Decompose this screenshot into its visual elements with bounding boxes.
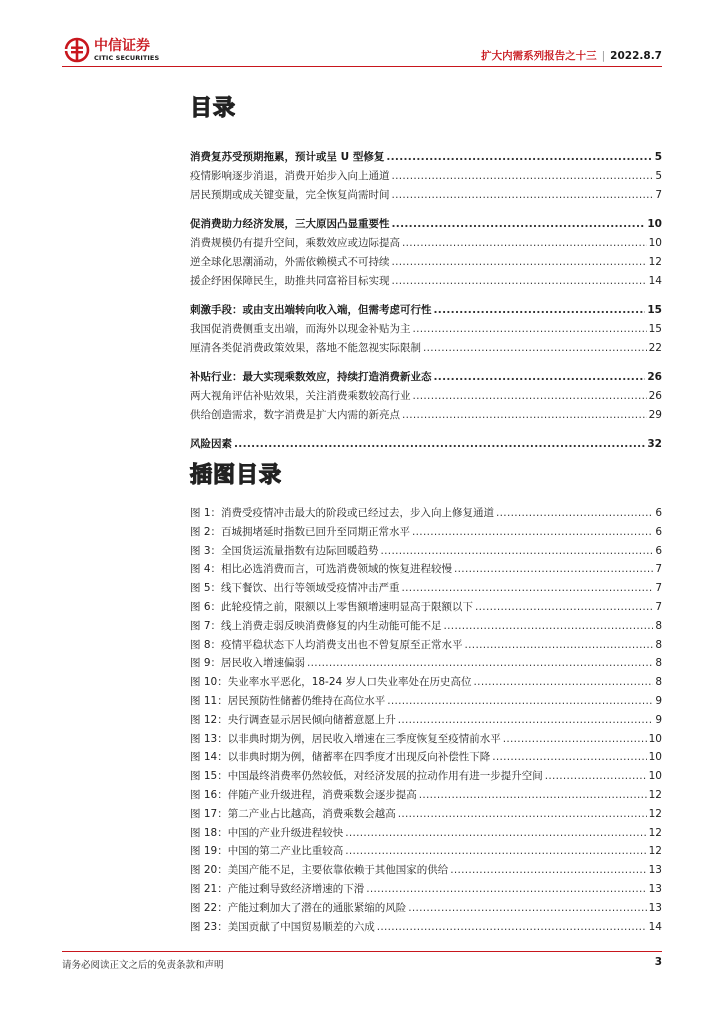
- dot-leader: [387, 695, 653, 707]
- dot-leader: [307, 657, 653, 669]
- figure-item[interactable]: [190, 543, 662, 562]
- figure-item-page: 7: [655, 582, 662, 595]
- dot-leader: [423, 342, 647, 354]
- toc-section-page: 32: [647, 438, 662, 450]
- dot-leader: [413, 390, 647, 402]
- figure-item[interactable]: [190, 580, 662, 599]
- dot-leader: [496, 507, 653, 519]
- dot-leader: [402, 582, 654, 594]
- dot-leader: [345, 845, 646, 857]
- figure-item[interactable]: [190, 881, 662, 900]
- dot-leader: [492, 751, 646, 763]
- toc-item[interactable]: [190, 407, 662, 426]
- figure-item-page: 6: [655, 507, 662, 519]
- figure-item[interactable]: [190, 787, 662, 806]
- page-number: 3: [654, 956, 662, 968]
- figure-item-label: 图 17：第二产业占比越高，消费乘数会越高: [190, 807, 396, 820]
- figure-item-label: 图 13：以非典时期为例，居民收入增速在三季度恢复至疫情前水平: [190, 732, 501, 745]
- figure-item[interactable]: [190, 768, 662, 787]
- figure-item[interactable]: [190, 843, 662, 862]
- dot-leader: [402, 409, 647, 421]
- figure-item-label: 图 5：线下餐饮、出行等领域受疫情冲击严重: [190, 582, 400, 595]
- figure-item-page: 12: [648, 845, 662, 858]
- dot-leader: [377, 921, 647, 933]
- dot-leader: [465, 639, 654, 651]
- toc-item-page: 26: [648, 390, 662, 402]
- figure-item-page: 9: [655, 713, 662, 726]
- figure-item[interactable]: [190, 524, 662, 543]
- figure-item[interactable]: [190, 712, 662, 731]
- dot-leader: [413, 323, 647, 335]
- disclaimer-text: 请务必阅读正文之后的免责条款和声明: [62, 960, 224, 971]
- toc-section-page: 26: [647, 371, 662, 383]
- toc-item-label: 消费规模仍有提升空间，乘数效应或边际提高: [190, 237, 400, 249]
- figure-item-page: 10: [648, 751, 662, 764]
- figure-item-page: 13: [648, 901, 662, 914]
- dot-leader: [444, 620, 654, 632]
- dot-leader: [434, 371, 646, 383]
- figure-item[interactable]: [190, 637, 662, 656]
- footer-divider: [62, 951, 662, 952]
- logo-english-name: CITIC SECURITIES: [94, 53, 160, 62]
- figure-item-page: 7: [655, 563, 662, 576]
- toc-section-label: 补贴行业：最大实现乘数效应，持续打造消费新业态: [190, 371, 432, 383]
- toc-item-label: 疫情影响逐步消退，消费开始步入向上通道: [190, 170, 390, 182]
- figure-item-label: 图 21：产能过剩导致经济增速的下滑: [190, 882, 365, 895]
- page-header: [0, 0, 724, 80]
- citic-logo-icon: [64, 37, 90, 63]
- figure-item-page: 8: [655, 676, 662, 689]
- dot-leader: [386, 151, 652, 163]
- figure-item-label: 图 22：产能过剩加大了潜在的通胀紧缩的风险: [190, 901, 407, 914]
- toc-item-page: 14: [648, 275, 662, 287]
- dot-leader: [402, 237, 647, 249]
- figure-item[interactable]: [190, 674, 662, 693]
- figure-item-page: 14: [648, 920, 662, 933]
- figure-item-label: 图 12：央行调查显示居民倾向储蓄意愿上升: [190, 713, 396, 726]
- figure-item-label: 图 1：消费受疫情冲击最大的阶段或已经过去，步入向上修复通道: [190, 507, 495, 519]
- header-separator: |: [601, 50, 606, 62]
- toc-section[interactable]: [190, 302, 662, 321]
- figure-item-page: 13: [648, 864, 662, 877]
- figure-item-label: 图 10：失业率水平恶化，18-24 岁人口失业率处在历史高位: [190, 676, 472, 689]
- figure-item-label: 图 7：线上消费走弱反映消费修复的内生动能可能不足: [190, 619, 442, 632]
- figure-list: [190, 505, 662, 937]
- figure-item-label: 图 18：中国的产业升级进程较快: [190, 826, 344, 839]
- dot-leader: [345, 827, 646, 839]
- figure-item-label: 图 14：以非典时期为例，储蓄率在四季度才出现反向补偿性下降: [190, 751, 491, 764]
- dot-leader: [475, 601, 653, 613]
- toc-item[interactable]: [190, 235, 662, 254]
- dot-leader: [503, 733, 647, 745]
- dot-leader: [474, 676, 654, 688]
- dot-leader: [392, 218, 646, 230]
- toc-section[interactable]: [190, 436, 662, 455]
- toc-item-page: 5: [655, 170, 662, 182]
- header-divider: [62, 66, 662, 67]
- figures-title: 插图目录: [190, 463, 283, 488]
- dot-leader: [398, 714, 654, 726]
- figure-item-label: 图 11：居民预防性储蓄仍维持在高位水平: [190, 694, 386, 707]
- figure-item[interactable]: [190, 655, 662, 674]
- figure-item-page: 12: [648, 788, 662, 801]
- toc-item[interactable]: [190, 168, 662, 187]
- dot-leader: [408, 902, 646, 914]
- figure-item-label: 图 6：此轮疫情之前，限额以上零售额增速明显高于限额以下: [190, 600, 474, 613]
- figure-item[interactable]: [190, 693, 662, 712]
- toc-section-label: 刺激手段：或由支出端转向收入端，但需考虑可行性: [190, 304, 432, 316]
- toc-item-page: 10: [648, 237, 662, 249]
- figure-item-page: 9: [655, 694, 662, 707]
- figure-item-label: 图 15：中国最终消费率仍然较低，对经济发展的拉动作用有进一步提升空间: [190, 770, 543, 783]
- figure-item-page: 8: [655, 657, 662, 670]
- toc-item[interactable]: [190, 254, 662, 273]
- toc-section-label: 促消费助力经济发展，三大原因凸显重要性: [190, 218, 390, 230]
- figure-item-label: 图 19：中国的第二产业比重较高: [190, 845, 344, 858]
- toc-item-page: 22: [648, 342, 662, 354]
- toc-section-label: 消费复苏受预期拖累，预计或呈 U 型修复: [190, 151, 385, 163]
- dot-leader: [419, 789, 647, 801]
- toc-item[interactable]: [190, 273, 662, 292]
- figure-item-label: 图 3：全国货运流量指数有边际回暖趋势: [190, 544, 379, 557]
- toc-item[interactable]: [190, 388, 662, 407]
- toc-section-label: 风险因素: [190, 438, 232, 450]
- figure-item-label: 图 9：居民收入增速偏弱: [190, 657, 306, 670]
- toc-section[interactable]: [190, 369, 662, 388]
- figure-item[interactable]: [190, 505, 662, 524]
- toc-item-page: 12: [648, 256, 662, 268]
- toc-item-page: 15: [648, 323, 662, 335]
- logo-chinese-name: 中信证券: [94, 37, 150, 54]
- dot-leader: [434, 304, 646, 316]
- report-date: 2022.8.7: [610, 50, 662, 62]
- toc-section-page: 10: [647, 218, 662, 230]
- dot-leader: [392, 275, 647, 287]
- figure-item[interactable]: [190, 618, 662, 637]
- toc-title: 目录: [190, 96, 237, 121]
- dot-leader: [366, 883, 646, 895]
- toc-section-page: 5: [654, 151, 662, 163]
- figure-item-label: 图 8：疫情平稳状态下人均消费支出也不曾复原至正常水平: [190, 638, 463, 651]
- toc-section[interactable]: [190, 216, 662, 235]
- figure-item-label: 图 20：美国产能不足，主要依靠依赖于其他国家的供给: [190, 864, 449, 877]
- figure-item-page: 8: [655, 638, 662, 651]
- toc-item[interactable]: [190, 340, 662, 359]
- dot-leader: [545, 770, 647, 782]
- figure-item-label: 图 2：百城拥堵延时指数已回升至同期正常水平: [190, 525, 411, 538]
- report-series-tag: [481, 48, 662, 63]
- dot-leader: [392, 256, 647, 268]
- figure-item-page: 10: [648, 732, 662, 745]
- toc-item-page: 29: [648, 409, 662, 421]
- toc-item-label: 居民预期或成关键变量，完全恢复尚需时间: [190, 189, 390, 201]
- figure-item[interactable]: [190, 749, 662, 768]
- toc-item-label: 援企纾困保障民生，助推共同富裕目标实现: [190, 275, 390, 287]
- toc-section[interactable]: [190, 149, 662, 168]
- figure-item[interactable]: [190, 919, 662, 938]
- toc-item-label: 我国促消费侧重支出端，而海外以现金补贴为主: [190, 323, 411, 335]
- toc-item-label: 供给创造需求，数字消费是扩大内需的新亮点: [190, 409, 400, 421]
- toc-item-label: 逆全球化思潮涌动，外需依赖模式不可持续: [190, 256, 390, 268]
- dot-leader: [412, 526, 653, 538]
- figure-item[interactable]: [190, 731, 662, 750]
- figure-item-page: 13: [648, 882, 662, 895]
- figure-item[interactable]: [190, 825, 662, 844]
- toc-item[interactable]: [190, 321, 662, 340]
- figure-item-page: 7: [655, 600, 662, 613]
- toc-item-page: 7: [655, 189, 662, 201]
- figure-item[interactable]: [190, 862, 662, 881]
- toc-item[interactable]: [190, 187, 662, 206]
- toc-section-page: 15: [647, 304, 662, 316]
- figure-item-page: 6: [655, 525, 662, 538]
- figure-item[interactable]: [190, 599, 662, 618]
- figure-item-label: 图 4：相比必选消费而言，可选消费领域的恢复进程较慢: [190, 563, 453, 576]
- figure-item[interactable]: [190, 806, 662, 825]
- dot-leader: [392, 189, 654, 201]
- dot-leader: [398, 808, 647, 820]
- figure-item[interactable]: [190, 900, 662, 919]
- figure-item-page: 8: [655, 619, 662, 632]
- dot-leader: [454, 563, 653, 575]
- figure-item[interactable]: [190, 561, 662, 580]
- figure-item-page: 12: [648, 807, 662, 820]
- dot-leader: [234, 438, 645, 450]
- toc-item-label: 厘清各类促消费政策效果，落地不能忽视实际限制: [190, 342, 421, 354]
- dot-leader: [392, 170, 654, 182]
- dot-leader: [381, 545, 654, 557]
- toc-list: [190, 149, 662, 455]
- figure-item-page: 10: [648, 770, 662, 783]
- citic-logo: [64, 37, 159, 63]
- figure-item-label: 图 23：美国贡献了中国贸易顺差的六成: [190, 920, 375, 933]
- figure-item-label: 图 16：伴随产业升级进程，消费乘数会逐步提高: [190, 788, 417, 801]
- figure-item-page: 12: [648, 826, 662, 839]
- figure-item-page: 6: [655, 544, 662, 557]
- dot-leader: [450, 864, 646, 876]
- toc-item-label: 两大视角评估补贴效果，关注消费乘数较高行业: [190, 390, 411, 402]
- report-series: 扩大内需系列报告之十三: [481, 50, 597, 62]
